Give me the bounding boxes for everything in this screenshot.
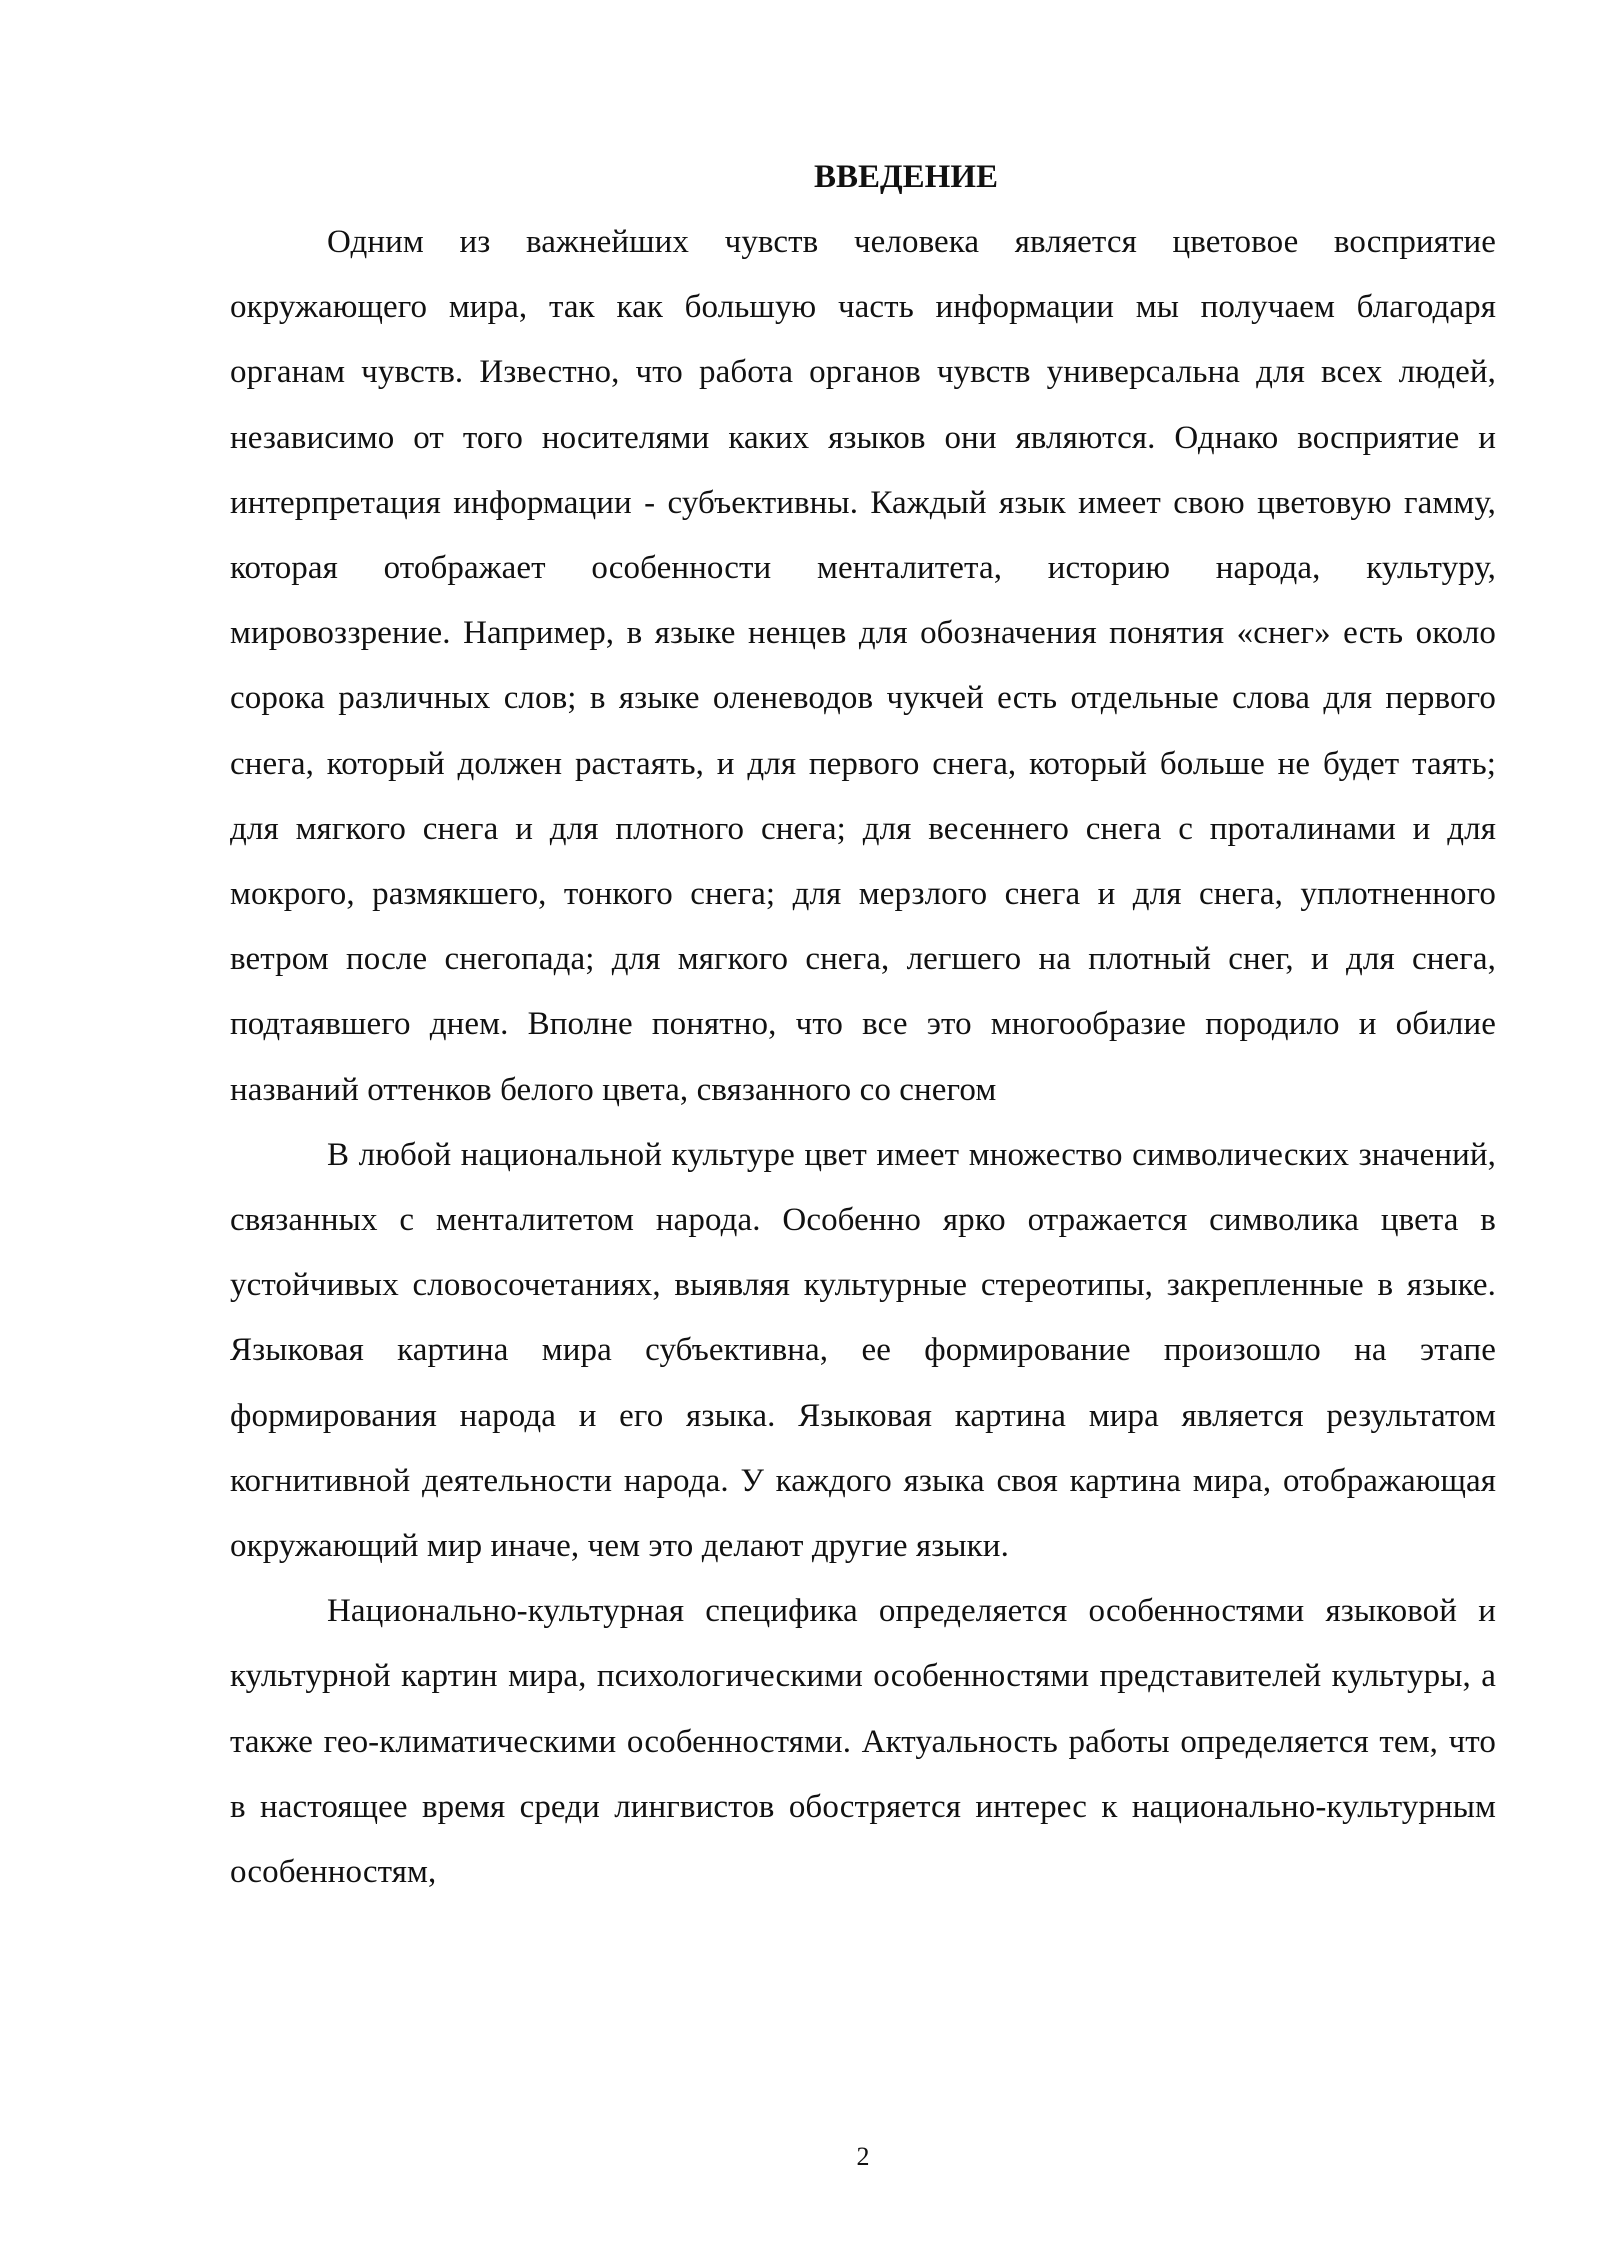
body-text xyxy=(230,210,1496,1905)
paragraph-1: Одним из важнейших чувств человека является цветовое восприятие окружающего мира, так как большую часть информации мы получаем благодаря органам чувств. Известно, что работа органов чувств универсальна для всех людей, независимо от того носителями каких языков они являются. Однако восприятие и интерпретация информации - субъективны. Каждый язык имеет свою цветовую гамму, которая отображает особенности менталитета, историю народа, культуру, мировоззрение. Например, в языке ненцев для обозначения понятия «снег» есть около сорока различных слов; в языке оленеводов чукчей есть отдельные слова для первого снега, который должен растаять, и для первого снега, который больше не будет таять; для мягкого снега и для плотного снега; для весеннего снега с проталинами и для мокрого, размякшего, тонкого снега; для мерзлого снега и для снега, уплотненного ветром после снегопада; для мягкого снега, легшего на плотный снег, и для снега, подтаявшего днем. Вполне понятно, что все это многообразие породило и обилие названий оттенков белого цвета, связанного со снегом xyxy=(230,224,1496,1108)
paragraph-2: В любой национальной культуре цвет имеет множество символических значений, связанных с менталитетом народа. Особенно ярко отражается символика цвета в устойчивых словосочетаниях, выявляя культурные стереотипы, закрепленные в языке. Языковая картина мира субъективна, ее формирование произошло на этапе формирования народа и его языка. Языковая картина мира является результатом когнитивной деятельности народа. У каждого языка своя картина мира, отображающая окружающий мир иначе, чем это делают другие языки. xyxy=(230,1136,1496,1565)
section-heading: ВВЕДЕНИЕ xyxy=(813,159,999,195)
page-number: 2 xyxy=(856,2142,870,2171)
paragraph-3: Национально-культурная специфика определяется особенностями языковой и культурной картин мира, психологическими особенностями представителей культуры, а также гео-климатическими особенностями. Актуальность работы определяется тем, что в настоящее время среди лингвистов обостряется интерес к национально-культурным особенностям, xyxy=(230,1593,1496,1891)
